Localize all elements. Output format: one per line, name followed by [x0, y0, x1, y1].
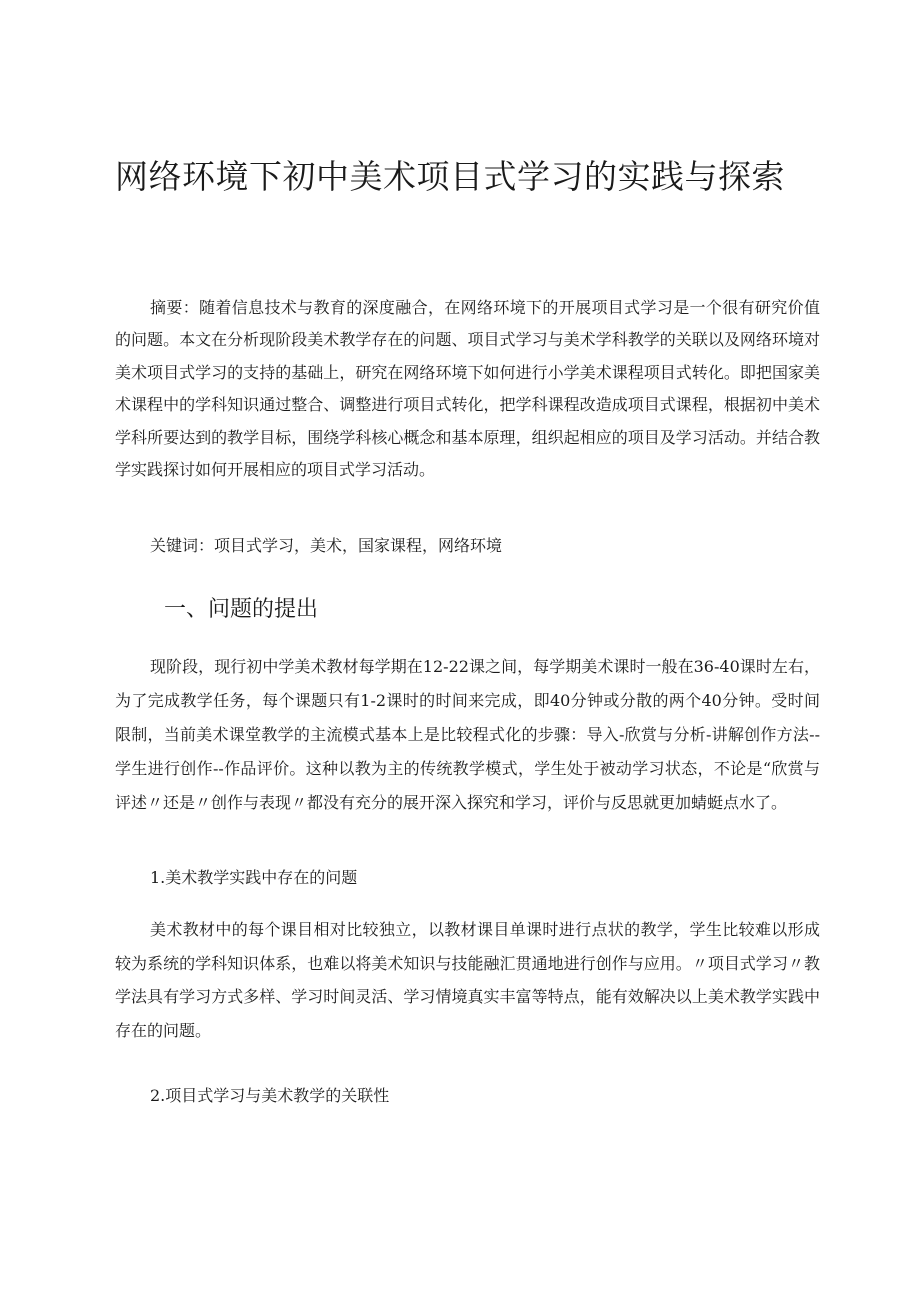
- subsection-heading: 1.美术教学实践中存在的问题: [150, 868, 358, 887]
- keywords-line: 关键词：项目式学习，美术，国家课程，网络环境: [150, 536, 503, 555]
- subsection-heading: 2.项目式学习与美术教学的关联性: [150, 1086, 390, 1105]
- abstract-paragraph: 摘要：随着信息技术与教育的深度融合，在网络环境下的开展项目式学习是一个很有研究价值的问题。本文在分析现阶段美术教学存在的问题、项目式学习与美术学科教学的关联以及网络环境对美术项目式学习的支持的基础上，研究在网络环境下如何进行小学美术课程项目式转化。即把国家美术课程中的学科知识通过整合、调整进行项目式转化，把学科课程改造成项目式课程，根据初中美术学科所要达到的教学目标，围绕学科核心概念和基本原理，组织起相应的项目及学习活动。并结合教学实践探讨如何开展相应的项目式学习活动。: [115, 298, 820, 480]
- body-paragraph: 现阶段，现行初中学美术教材每学期在12-22课之间，每学期美术课时一般在36-40课时左右，为了完成教学任务，每个课题只有1-2课时的时间来完成，即40分钟或分散的两个40分钟。受时间限制，当前美术课堂教学的主流模式基本上是比较程式化的步骤：导入-欣赏与分析-讲解创作方法--学生进行创作--作品评价。这种以教为主的传统教学模式，学生处于被动学习状态，不论是“欣赏与评述〃还是〃创作与表现〃都没有充分的展开深入探究和学习，评价与反思就更加蜻蜓点水了。: [115, 657, 820, 812]
- document-title: 网络环境下初中美术项目式学习的实践与探索: [115, 157, 785, 196]
- section-heading: 一、问题的提出: [164, 597, 319, 622]
- body-paragraph: 美术教材中的每个课目相对比较独立，以教材课目单课时进行点状的教学，学生比较难以形成较为系统的学科知识体系，也难以将美术知识与技能融汇贯通地进行创作与应用。〃项目式学习〃教学法具有学习方式多样、学习时间灵活、学习情境真实丰富等特点，能有效解决以上美术教学实践中存在的问题。: [115, 920, 820, 1041]
